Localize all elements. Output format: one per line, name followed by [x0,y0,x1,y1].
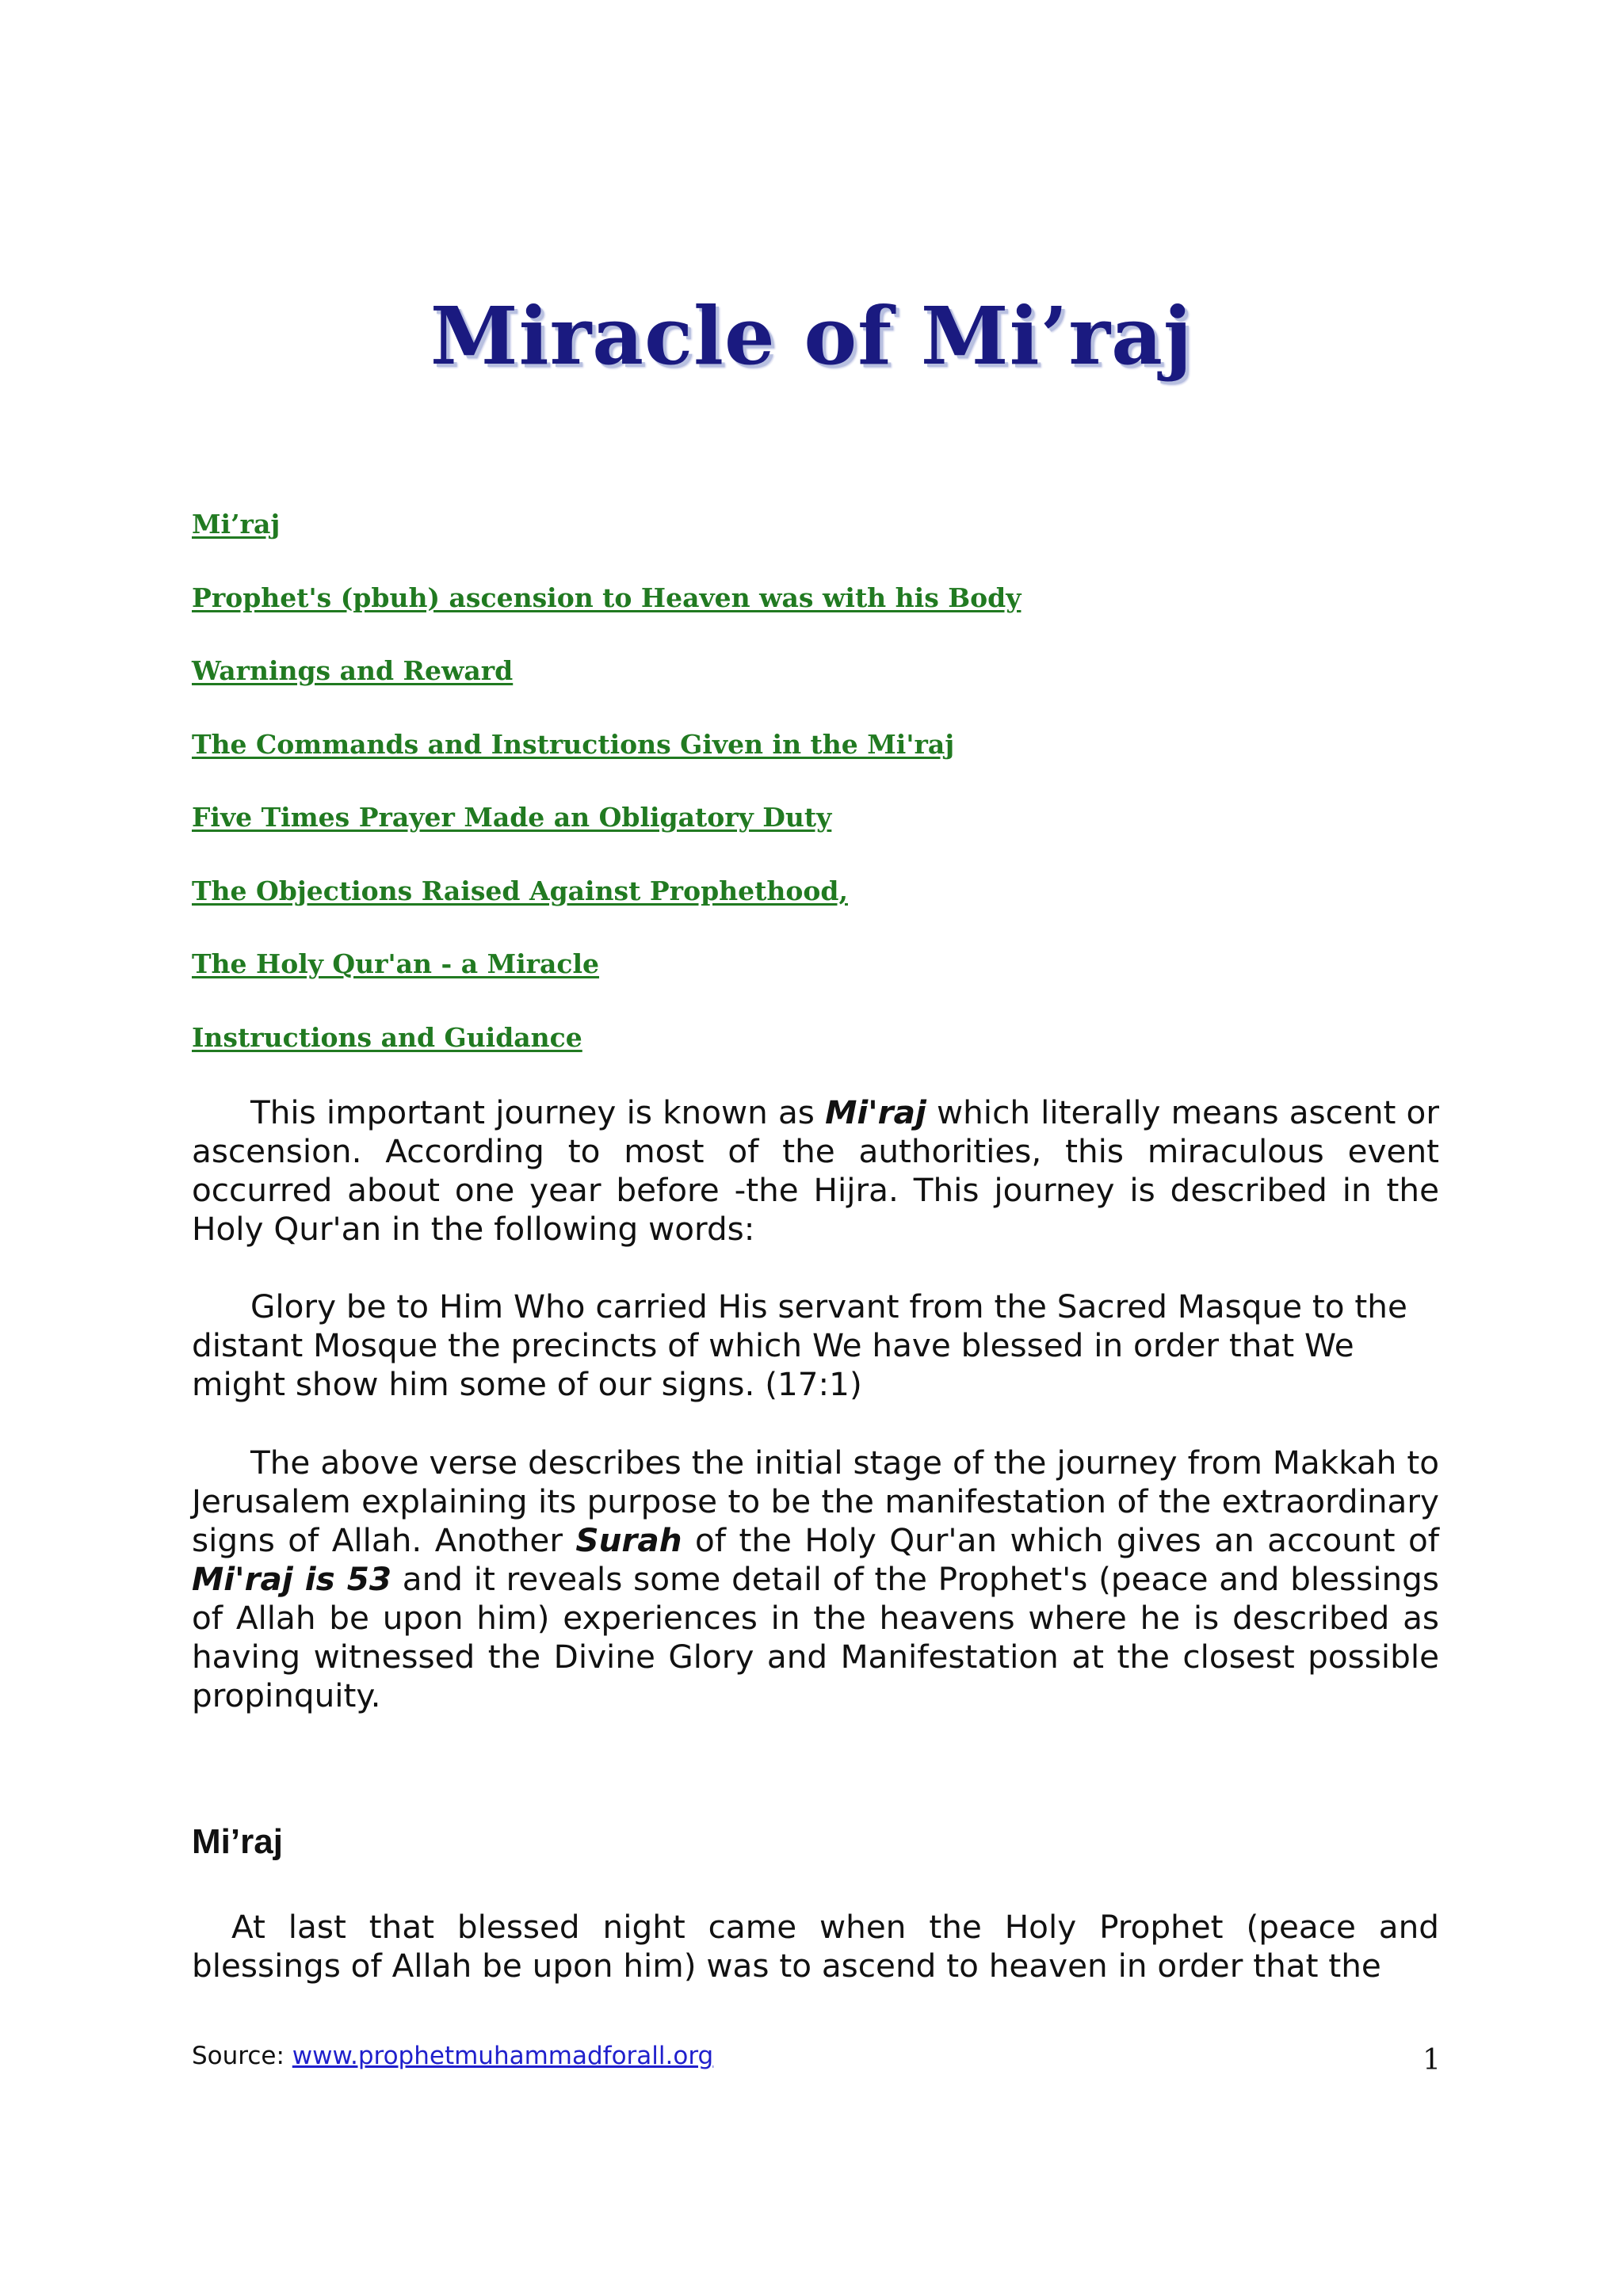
verse-explanation-paragraph [192,1444,1439,1715]
toc-link-miraj[interactable]: Mi’raj [192,509,281,540]
document-title: Miracle of Mi’raj [430,289,1193,383]
table-of-contents [192,507,1460,1093]
toc-link-holy-quran-miracle[interactable]: The Holy Qur'an - a Miracle [192,948,600,979]
source-link[interactable]: www.prophetmuhammadforall.org [292,2042,714,2070]
intro-emphasis-miraj: Mi'raj [825,1093,926,1131]
toc-link-commands-instructions[interactable]: The Commands and Instructions Given in the Mi'raj [192,728,955,760]
intro-text-1: This important journey is known as [250,1093,826,1131]
intro-text-2: which literally means ascent or ascension. According to most of the authorities, this miraculous event occurred about one year before -the Hijra. This journey is described in the Holy Qur'an in the following words: [192,1093,1439,1248]
explanation-text-1: The above verse describes the initial stage of the journey from Makkah to Jerusalem explaining its purpose to be the manifestation of the extraordinary signs of Allah. Another [192,1444,1439,1559]
page-number: 1 [1423,2044,1441,2077]
explanation-text-3: and it reveals some detail of the Prophet's (peace and blessings of Allah be upon him) experiences in the heavens where he is described as having witnessed the Divine Glory and Manifestation at the closest possible propinquity. [192,1560,1439,1714]
toc-link-warnings-reward[interactable]: Warnings and Reward [192,655,514,686]
explanation-emphasis-surah: Surah [575,1521,682,1559]
toc-link-instructions-guidance[interactable]: Instructions and Guidance [192,1021,582,1053]
intro-paragraph [192,1093,1439,1249]
toc-link-five-times-prayer[interactable]: Five Times Prayer Made an Obligatory Duty [192,802,832,833]
explanation-emphasis-miraj-53: Mi'raj is 53 [192,1560,392,1598]
toc-link-objections-prophethood[interactable]: The Objections Raised Against Prophethood, [192,875,848,906]
source-label: Source: [192,2042,292,2070]
section-paragraph: At last that blessed night came when the Holy Prophet (peace and blessings of Allah be upon him) was to ascend to heaven in order that the [192,1908,1439,1985]
toc-link-ascension-with-body[interactable]: Prophet's (pbuh) ascension to Heaven was with his Body [192,582,1022,613]
quran-verse-quote: Glory be to Him Who carried His servant from the Sacred Masque to the distant Mosque the precincts of which We have blessed in order that We might show him some of our signs. (17:1) [192,1287,1407,1403]
footer-source [192,2042,713,2070]
section-heading-miraj: Mi’raj [192,1822,283,1861]
explanation-text-2: of the Holy Qur'an which gives an account of [682,1521,1439,1559]
